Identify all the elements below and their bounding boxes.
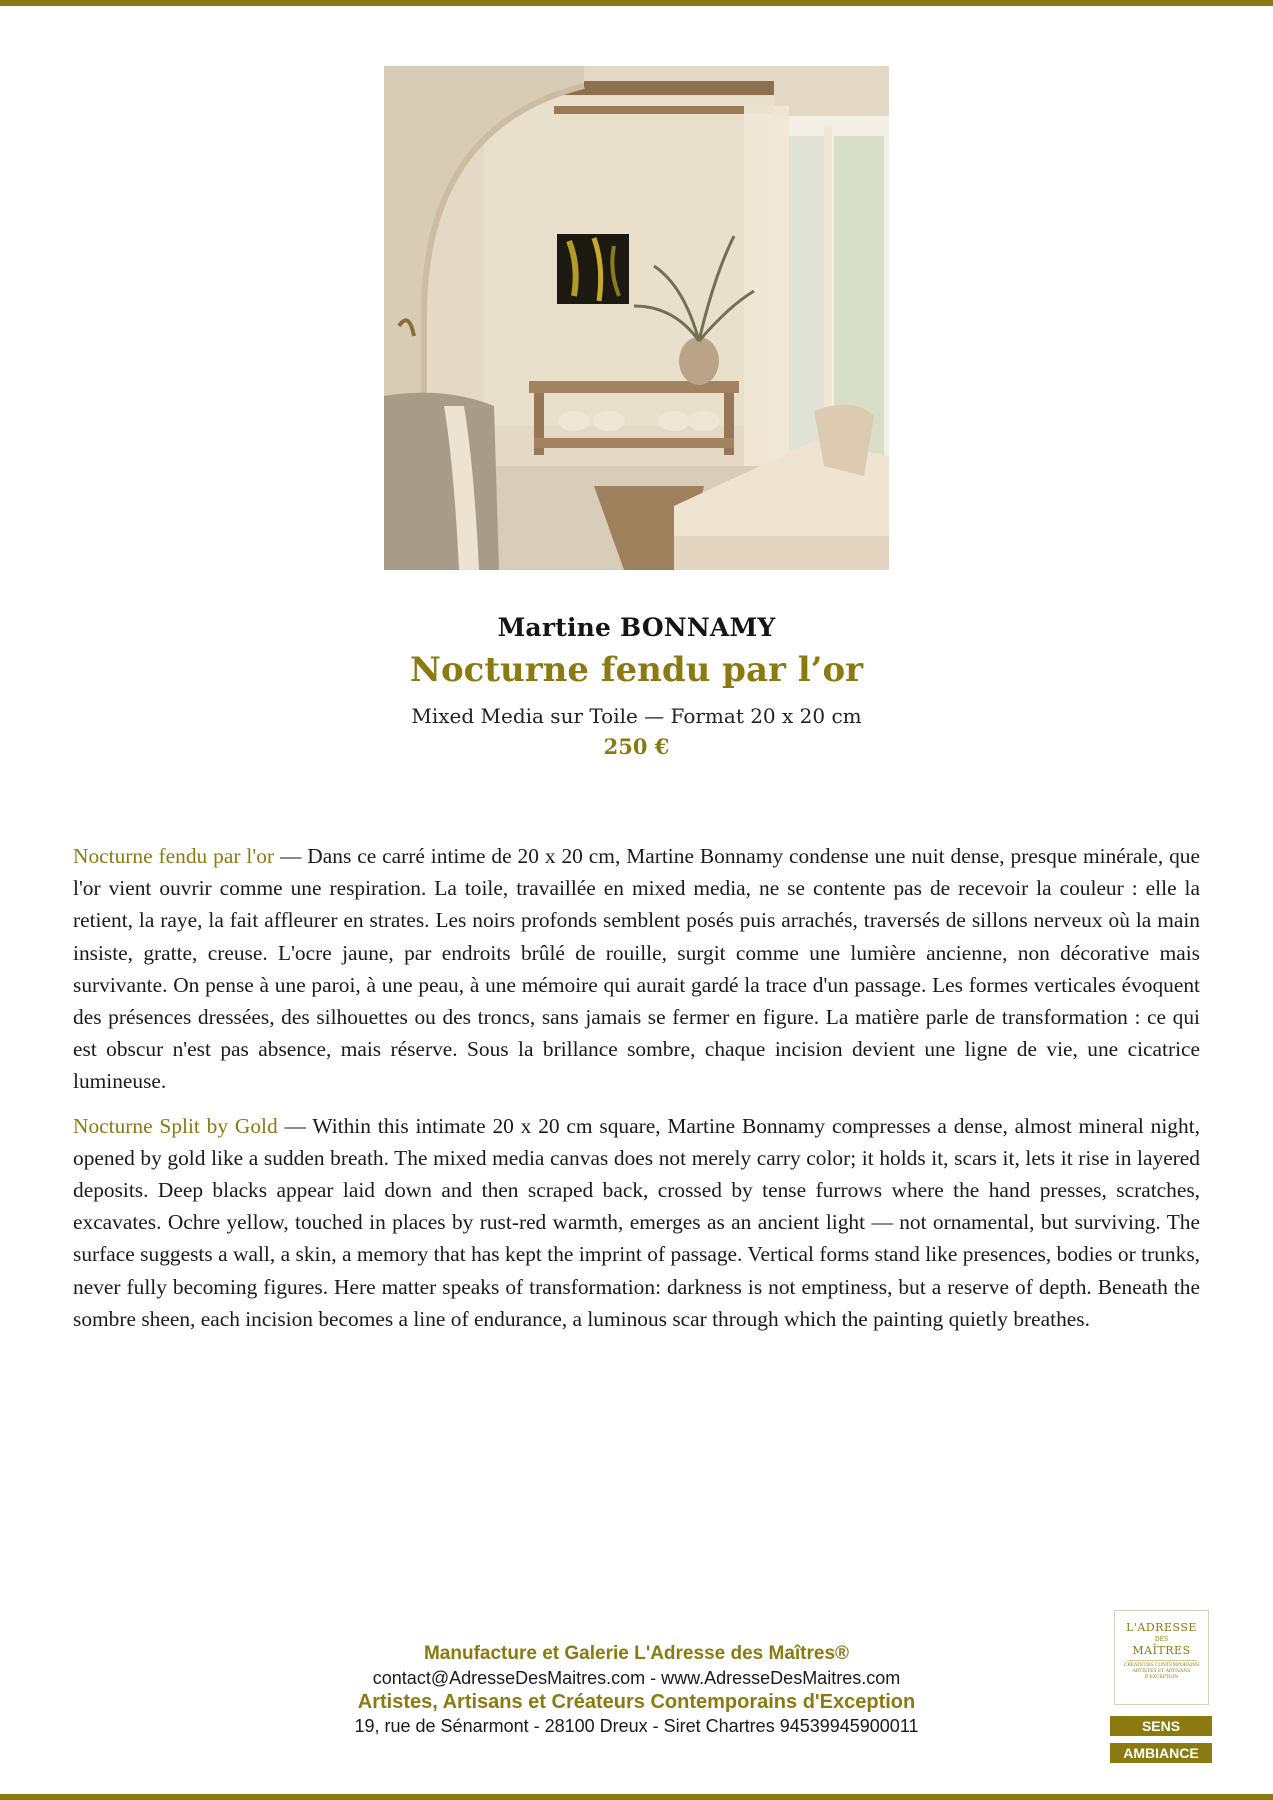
artist-name: Martine BONNAMY [497, 613, 776, 642]
tag-sens: SENS [1110, 1716, 1212, 1736]
description-en-text: — Within this intimate 20 x 20 cm square, Martine Bonnamy compresses a dense, almost mineral night, opened by gold like a sudden breath. The mixed media canvas does not merely carry color; it holds it, scars it, lets it rise in layered deposits. Deep blacks appear laid down and then scraped back, crossed by tense furrows where the hand presses, scratches, excavates. Ochre yellow, touched in places by rust-red warmth, emerges as an ancient light — not ornamental, but surviving. The surface suggests a wall, a skin, a memory that has kept the imprint of passage. Vertical forms stand like presences, bodies or trunks, never fully becoming figures. Here matter speaks of transformation: darkness is not emptiness, but a reserve of depth. Beneath the sombre sheen, each incision becomes a line of endurance, a luminous scar through which the painting quietly breathes. [73, 1113, 1200, 1331]
artwork-title: Nocturne fendu par l’or [409, 650, 864, 690]
description-en-lead: Nocturne Split by Gold [73, 1113, 278, 1138]
footer-address: 19, rue de Sénarmont - 28100 Dreux - Siret Chartres 94539945900011 [354, 1716, 919, 1736]
bottom-border [0, 1794, 1273, 1800]
footer-tagline: Artistes, Artisans et Créateurs Contemporains d'Exception [357, 1691, 916, 1713]
artwork-price: 250 € [603, 734, 670, 759]
artwork-image [384, 66, 889, 570]
artwork-medium: Mixed Media sur Toile — Format 20 x 20 cm [411, 704, 862, 728]
gallery-logo: L'ADRESSE DES MAÎTRES CRÉATEURS CONTEMPORAINS ARTISTES ET ARTISANS D'EXCEPTION [1114, 1610, 1209, 1705]
description-fr-text: — Dans ce carré intime de 20 x 20 cm, Martine Bonnamy condense une nuit dense, presque minérale, que l'or vient ouvrir comme une respiration. La toile, travaillée en mixed media, ne se contente pas de recevoir la couleur : elle la retient, la raye, la fait affleurer en strates. Les noirs profonds semblent posés puis arrachés, traversés de sillons nerveux où la main insiste, gratte, creuse. L'ocre jaune, par endroits brûlé de rouille, surgit comme une lumière ancienne, non décorative mais survivante. On pense à une paroi, à une peau, à une mémoire qui aurait gardé la trace d'un passage. Les formes verticales évoquent des présences dressées, des silhouettes ou des troncs, sans jamais se fermer en figure. La matière parle de transformation : ce qui est obscur n'est pas absence, mais réserve. Sous la brillance sombre, chaque incision devient une ligne de vie, une cicatrice lumineuse. [73, 844, 1200, 1094]
description-fr [73, 840, 1200, 1098]
artwork-description [73, 840, 1200, 1347]
page-footer [0, 1642, 1273, 1738]
footer-contact: contact@AdresseDesMaitres.com - www.AdresseDesMaitres.com [372, 1668, 901, 1688]
artwork-header [0, 613, 1273, 759]
top-border [0, 0, 1273, 6]
tag-ambiance: AMBIANCE [1110, 1743, 1212, 1763]
description-en [73, 1110, 1200, 1335]
description-fr-lead: Nocturne fendu par l'or [73, 844, 275, 868]
interior-scene-icon [384, 66, 889, 570]
footer-company: Manufacture et Galerie L'Adresse des Maîtres® [423, 1643, 850, 1664]
